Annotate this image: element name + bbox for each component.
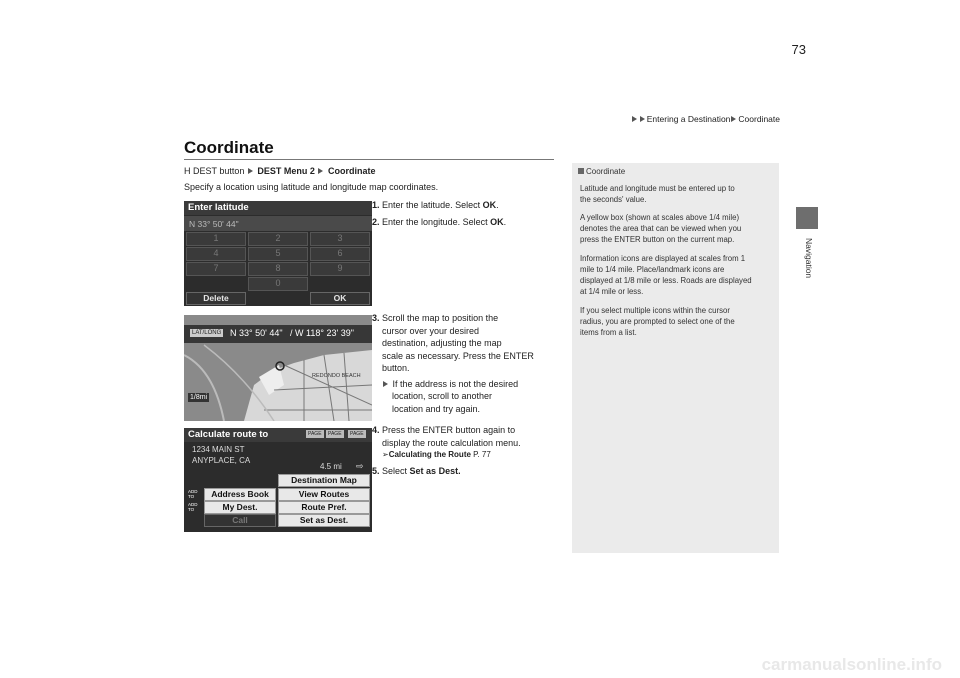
screen-header: Calculate route to — [188, 429, 269, 440]
intro-text: Specify a location using latitude and longitude map coordinates. — [184, 182, 439, 192]
step-1: 1. Enter the latitude. Select OK. — [372, 200, 499, 210]
set-as-dest-button[interactable]: Set as Dest. — [278, 514, 370, 527]
breadcrumb-item: Entering a Destination — [646, 114, 731, 124]
ok-button[interactable]: OK — [310, 292, 370, 305]
key-8[interactable]: 8 — [248, 262, 308, 276]
reference-link[interactable]: Calculating the Route — [388, 450, 471, 459]
sidebar-paragraph: A yellow box (shown at scales above 1/4 mile) denotes the area that can be viewed when you press the ENTER button on the current map. — [580, 213, 742, 244]
add-to-icon: ADD TO — [188, 502, 198, 512]
destination-map-button[interactable]: Destination Map — [278, 474, 370, 487]
direction-arrow-icon: ⇨ — [356, 461, 364, 471]
page-number: 73 — [791, 42, 806, 57]
coordinate-map-screen — [184, 315, 372, 421]
step-4: 4. Press the ENTER button again to display the route calculation menu. ➢Calculating the Route P. 77 — [372, 425, 521, 459]
my-dest-button[interactable]: My Dest. — [204, 501, 276, 514]
address-line-1: 1234 MAIN ST — [192, 445, 245, 454]
arrow-icon — [318, 168, 323, 174]
latitude-value: N 33° 50' 44" — [189, 219, 239, 229]
menu-path — [184, 166, 375, 176]
menu-path-start: DEST button — [193, 166, 245, 176]
view-routes-button[interactable]: View Routes — [278, 488, 370, 501]
step-2: 2. Enter the longitude. Select OK. — [372, 217, 507, 227]
menu-path-icon: H — [184, 166, 191, 176]
key-7[interactable]: 7 — [186, 262, 246, 276]
key-0[interactable]: 0 — [248, 277, 308, 291]
address-book-button[interactable]: Address Book — [204, 488, 276, 501]
arrow-icon — [383, 381, 388, 387]
key-1[interactable]: 1 — [186, 232, 246, 246]
page-icon[interactable]: PAGE — [350, 431, 364, 437]
sidebar-paragraph: If you select multiple icons within the cursor radius, you are prompted to select one of the items from a list. — [580, 306, 735, 337]
page-icon[interactable]: PAGE — [308, 431, 322, 437]
key-2[interactable]: 2 — [248, 232, 308, 246]
map-area-label: REDONDO BEACH — [312, 373, 361, 379]
map-coordinates: N 33° 50' 44" / W 118° 23' 39" — [230, 328, 354, 338]
sidebar-heading: Coordinate — [578, 167, 625, 176]
key-4[interactable]: 4 — [186, 247, 246, 261]
arrow-icon — [731, 116, 736, 122]
step-3: 3. Scroll the map to position the cursor over your desired destination, adjusting the map scale as necessary. Press the ENTER button. If the address is not the desired location, scroll to another location and try again. — [372, 313, 534, 414]
calculate-route-screen — [184, 428, 372, 532]
call-button[interactable]: Call — [204, 514, 276, 527]
reference-page: P. 77 — [473, 450, 491, 459]
latitude-entry-screen — [184, 201, 372, 306]
delete-button[interactable]: Delete — [186, 292, 246, 305]
sidebar-paragraph: Latitude and longitude must be entered up to the seconds' value. — [580, 184, 735, 204]
map-scale[interactable]: 1/8mi — [190, 394, 208, 401]
step-5: 5. Select Set as Dest. — [372, 466, 461, 476]
menu-path-item: Coordinate — [327, 166, 376, 176]
side-tab-label: Navigation — [804, 238, 814, 279]
menu-path-menu: DEST Menu 2 — [257, 166, 315, 176]
route-pref-button[interactable]: Route Pref. — [278, 501, 370, 514]
breadcrumb — [600, 114, 780, 124]
arrow-icon — [248, 168, 253, 174]
arrow-icon — [640, 116, 645, 122]
note-icon — [578, 168, 584, 174]
arrow-icon — [632, 116, 637, 122]
add-to-icon: ADD TO — [188, 489, 198, 499]
page-icon[interactable]: PAGE — [328, 431, 342, 437]
reference-icon: ➢ — [382, 450, 389, 459]
key-6[interactable]: 6 — [310, 247, 370, 261]
page-title: Coordinate — [184, 138, 274, 157]
key-9[interactable]: 9 — [310, 262, 370, 276]
sidebar-paragraph: Information icons are displayed at scales from 1 mile to 1/4 mile. Place/landmark icons are displayed at 1/8 mile or less. Roads are displayed at 1/4 mile or less. — [580, 254, 752, 296]
screen-header: Enter latitude — [188, 202, 249, 213]
key-3[interactable]: 3 — [310, 232, 370, 246]
address-line-2: ANYPLACE, CA — [192, 456, 251, 465]
distance: 4.5 mi — [320, 462, 342, 471]
watermark: carmanualsonline.info — [761, 655, 942, 674]
lat-long-badge: LAT/LONG — [192, 330, 222, 336]
breadcrumb-item: Coordinate — [738, 114, 780, 124]
title-rule — [184, 159, 554, 160]
key-5[interactable]: 5 — [248, 247, 308, 261]
section-tab-marker — [796, 207, 818, 229]
